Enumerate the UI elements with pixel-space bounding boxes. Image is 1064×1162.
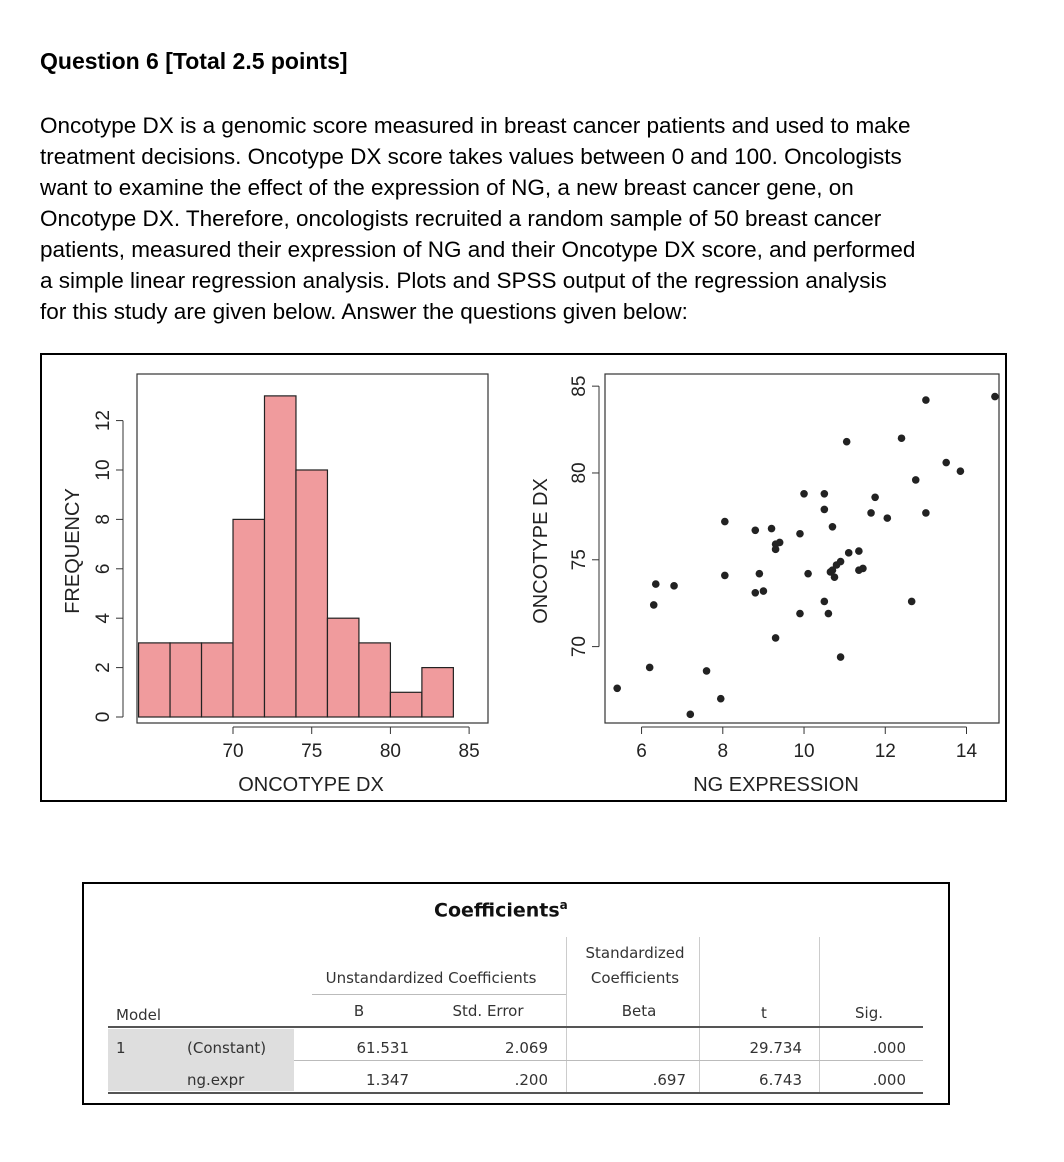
column-divider	[819, 937, 820, 1092]
row-constant-sig: .000	[872, 1039, 906, 1057]
scatter-point	[821, 490, 829, 498]
histogram-bar	[359, 643, 390, 717]
paragraph-line: a simple linear regression analysis. Plots and SPSS output of the regression analysis	[40, 268, 887, 293]
scatter-point	[837, 558, 845, 566]
paragraph-line: want to examine the effect of the expression of NG, a new breast cancer gene, on	[40, 175, 854, 200]
scatter-point	[768, 525, 776, 533]
scatter-point	[829, 523, 837, 531]
scatter-point	[825, 610, 833, 618]
question-paragraph	[40, 110, 1020, 327]
table-title	[434, 898, 568, 921]
histogram-x-tick-label: 85	[458, 741, 480, 762]
column-divider	[566, 937, 567, 1092]
scatter-point	[650, 601, 658, 609]
scatter-point	[942, 459, 950, 467]
scatter-point	[721, 518, 729, 526]
scatter-x-tick-label: 6	[636, 741, 647, 762]
histogram-bar	[390, 692, 421, 717]
histogram-y-tick-label: 8	[93, 514, 114, 525]
paragraph-line: Oncotype DX is a genomic score measured in breast cancer patients and used to make	[40, 113, 911, 138]
scatter-x-tick-label: 14	[955, 741, 978, 762]
scatter-point	[871, 493, 879, 501]
scatter-y-label: ONCOTYPE DX	[530, 478, 552, 624]
histogram-x-tick-label: 70	[222, 741, 244, 762]
histogram-y-tick-label: 4	[93, 612, 114, 624]
header-b: B	[353, 1002, 365, 1020]
model-number: 1	[116, 1039, 126, 1057]
scatter-y-tick-label: 80	[569, 462, 590, 484]
scatter-point	[756, 570, 764, 578]
header-separator	[312, 994, 566, 995]
scatter-point	[751, 589, 759, 597]
coefficients-table	[82, 882, 950, 1105]
histogram-y-tick-label: 2	[93, 662, 114, 673]
header-t: t	[761, 1004, 767, 1022]
scatter-point	[883, 514, 891, 522]
scatter-point	[922, 509, 930, 517]
histogram-x-tick-label: 80	[379, 741, 401, 762]
paragraph-line: treatment decisions. Oncotype DX score takes values between 0 and 100. Oncologists	[40, 144, 902, 169]
header-standardized-line1: Standardized	[585, 944, 685, 962]
scatter-point	[991, 393, 999, 401]
table-title-superscript: a	[559, 898, 568, 912]
scatter-x-label: NG EXPRESSION	[693, 774, 859, 796]
figure-svg	[42, 355, 1005, 800]
histogram-y-tick-label: 0	[93, 711, 114, 723]
header-unstandardized: Unstandardized Coefficients	[325, 969, 537, 987]
row-ngexpr-beta: .697	[652, 1071, 686, 1089]
scatter-point	[898, 434, 906, 442]
scatter-x-tick-label: 12	[874, 741, 896, 762]
scatter-point	[686, 711, 694, 719]
scatter-point	[613, 684, 621, 692]
histogram-bar	[202, 643, 233, 717]
scatter-point	[867, 509, 875, 517]
scatter-x-tick-label: 10	[793, 741, 815, 762]
scatter-point	[827, 568, 835, 576]
scatter-point	[957, 467, 965, 475]
scatter-point	[845, 549, 853, 557]
header-beta: Beta	[621, 1002, 657, 1020]
question-title: Question 6 [Total 2.5 points]	[40, 48, 348, 74]
histogram-y-label: FREQUENCY	[62, 488, 84, 614]
scatter-point	[821, 506, 829, 514]
scatter-point	[837, 653, 845, 661]
scatter-point	[776, 539, 784, 547]
histogram-y-tick-label: 10	[93, 459, 114, 481]
scatter-point	[796, 530, 804, 538]
row-ngexpr-sig: .000	[872, 1071, 906, 1089]
scatter-point	[721, 572, 729, 580]
histogram-bar	[233, 519, 264, 717]
scatter-point	[717, 695, 725, 703]
histogram-x-label: ONCOTYPE DX	[238, 774, 384, 796]
scatter-point	[796, 610, 804, 618]
paragraph-line: patients, measured their expression of NG and their Oncotype DX score, and performed	[40, 237, 916, 262]
scatter-point	[855, 547, 863, 555]
scatter-point	[652, 580, 660, 588]
scatter-y-tick-label: 75	[569, 549, 590, 571]
scatter-point	[843, 438, 851, 446]
scatter-y-tick-label: 85	[569, 375, 590, 397]
histogram-bar	[139, 643, 170, 717]
scatter-point	[912, 476, 920, 484]
header-std-error: Std. Error	[452, 1002, 524, 1020]
scatter-point	[670, 582, 678, 590]
scatter-plot-frame	[605, 374, 999, 723]
scatter-y-tick-label: 70	[569, 636, 590, 658]
column-divider	[699, 937, 700, 1092]
scatter-point	[922, 396, 930, 404]
histogram-bar	[296, 470, 327, 717]
scatter-point	[859, 565, 867, 573]
table-bottom-rule	[108, 1092, 923, 1094]
paragraph-line: Oncotype DX. Therefore, oncologists recruited a random sample of 50 breast cancer	[40, 206, 882, 231]
scatter-point	[804, 570, 812, 578]
row-constant-b: 61.531	[356, 1039, 409, 1057]
row-constant-std-error: 2.069	[505, 1039, 548, 1057]
histogram-y-tick-label: 12	[93, 410, 114, 432]
histogram-y-tick-label: 6	[93, 563, 114, 575]
row-ngexpr-b: 1.347	[366, 1071, 409, 1089]
histogram-bar	[170, 643, 201, 717]
scatter-point	[772, 546, 780, 554]
header-standardized-line2: Coefficients	[590, 969, 680, 987]
scatter-point	[800, 490, 808, 498]
header-sig: Sig.	[855, 1004, 883, 1022]
histogram-x-tick-label: 75	[301, 741, 323, 762]
header-bottom-rule	[108, 1026, 923, 1028]
scatter-point	[703, 667, 711, 675]
histogram-bar	[422, 668, 453, 717]
histogram-bar	[264, 396, 295, 717]
row-separator	[294, 1060, 923, 1061]
table-title-text: Coefficients	[434, 899, 560, 922]
row-ngexpr-t: 6.743	[759, 1071, 802, 1089]
figure-panel	[40, 353, 1007, 802]
scatter-point	[772, 634, 780, 642]
scatter-point	[751, 526, 759, 534]
row-ngexpr-label: ng.expr	[187, 1071, 245, 1089]
row-ngexpr-std-error: .200	[514, 1071, 548, 1089]
histogram-bar	[327, 618, 358, 717]
scatter-x-tick-label: 8	[717, 741, 729, 762]
scatter-point	[760, 587, 768, 595]
header-model: Model	[116, 1006, 162, 1024]
row-constant-label: (Constant)	[187, 1039, 267, 1057]
row-constant-t: 29.734	[749, 1039, 802, 1057]
scatter-point	[646, 664, 654, 672]
paragraph-line: for this study are given below. Answer the questions given below:	[40, 299, 688, 324]
scatter-point	[908, 598, 916, 606]
scatter-point	[821, 598, 829, 606]
